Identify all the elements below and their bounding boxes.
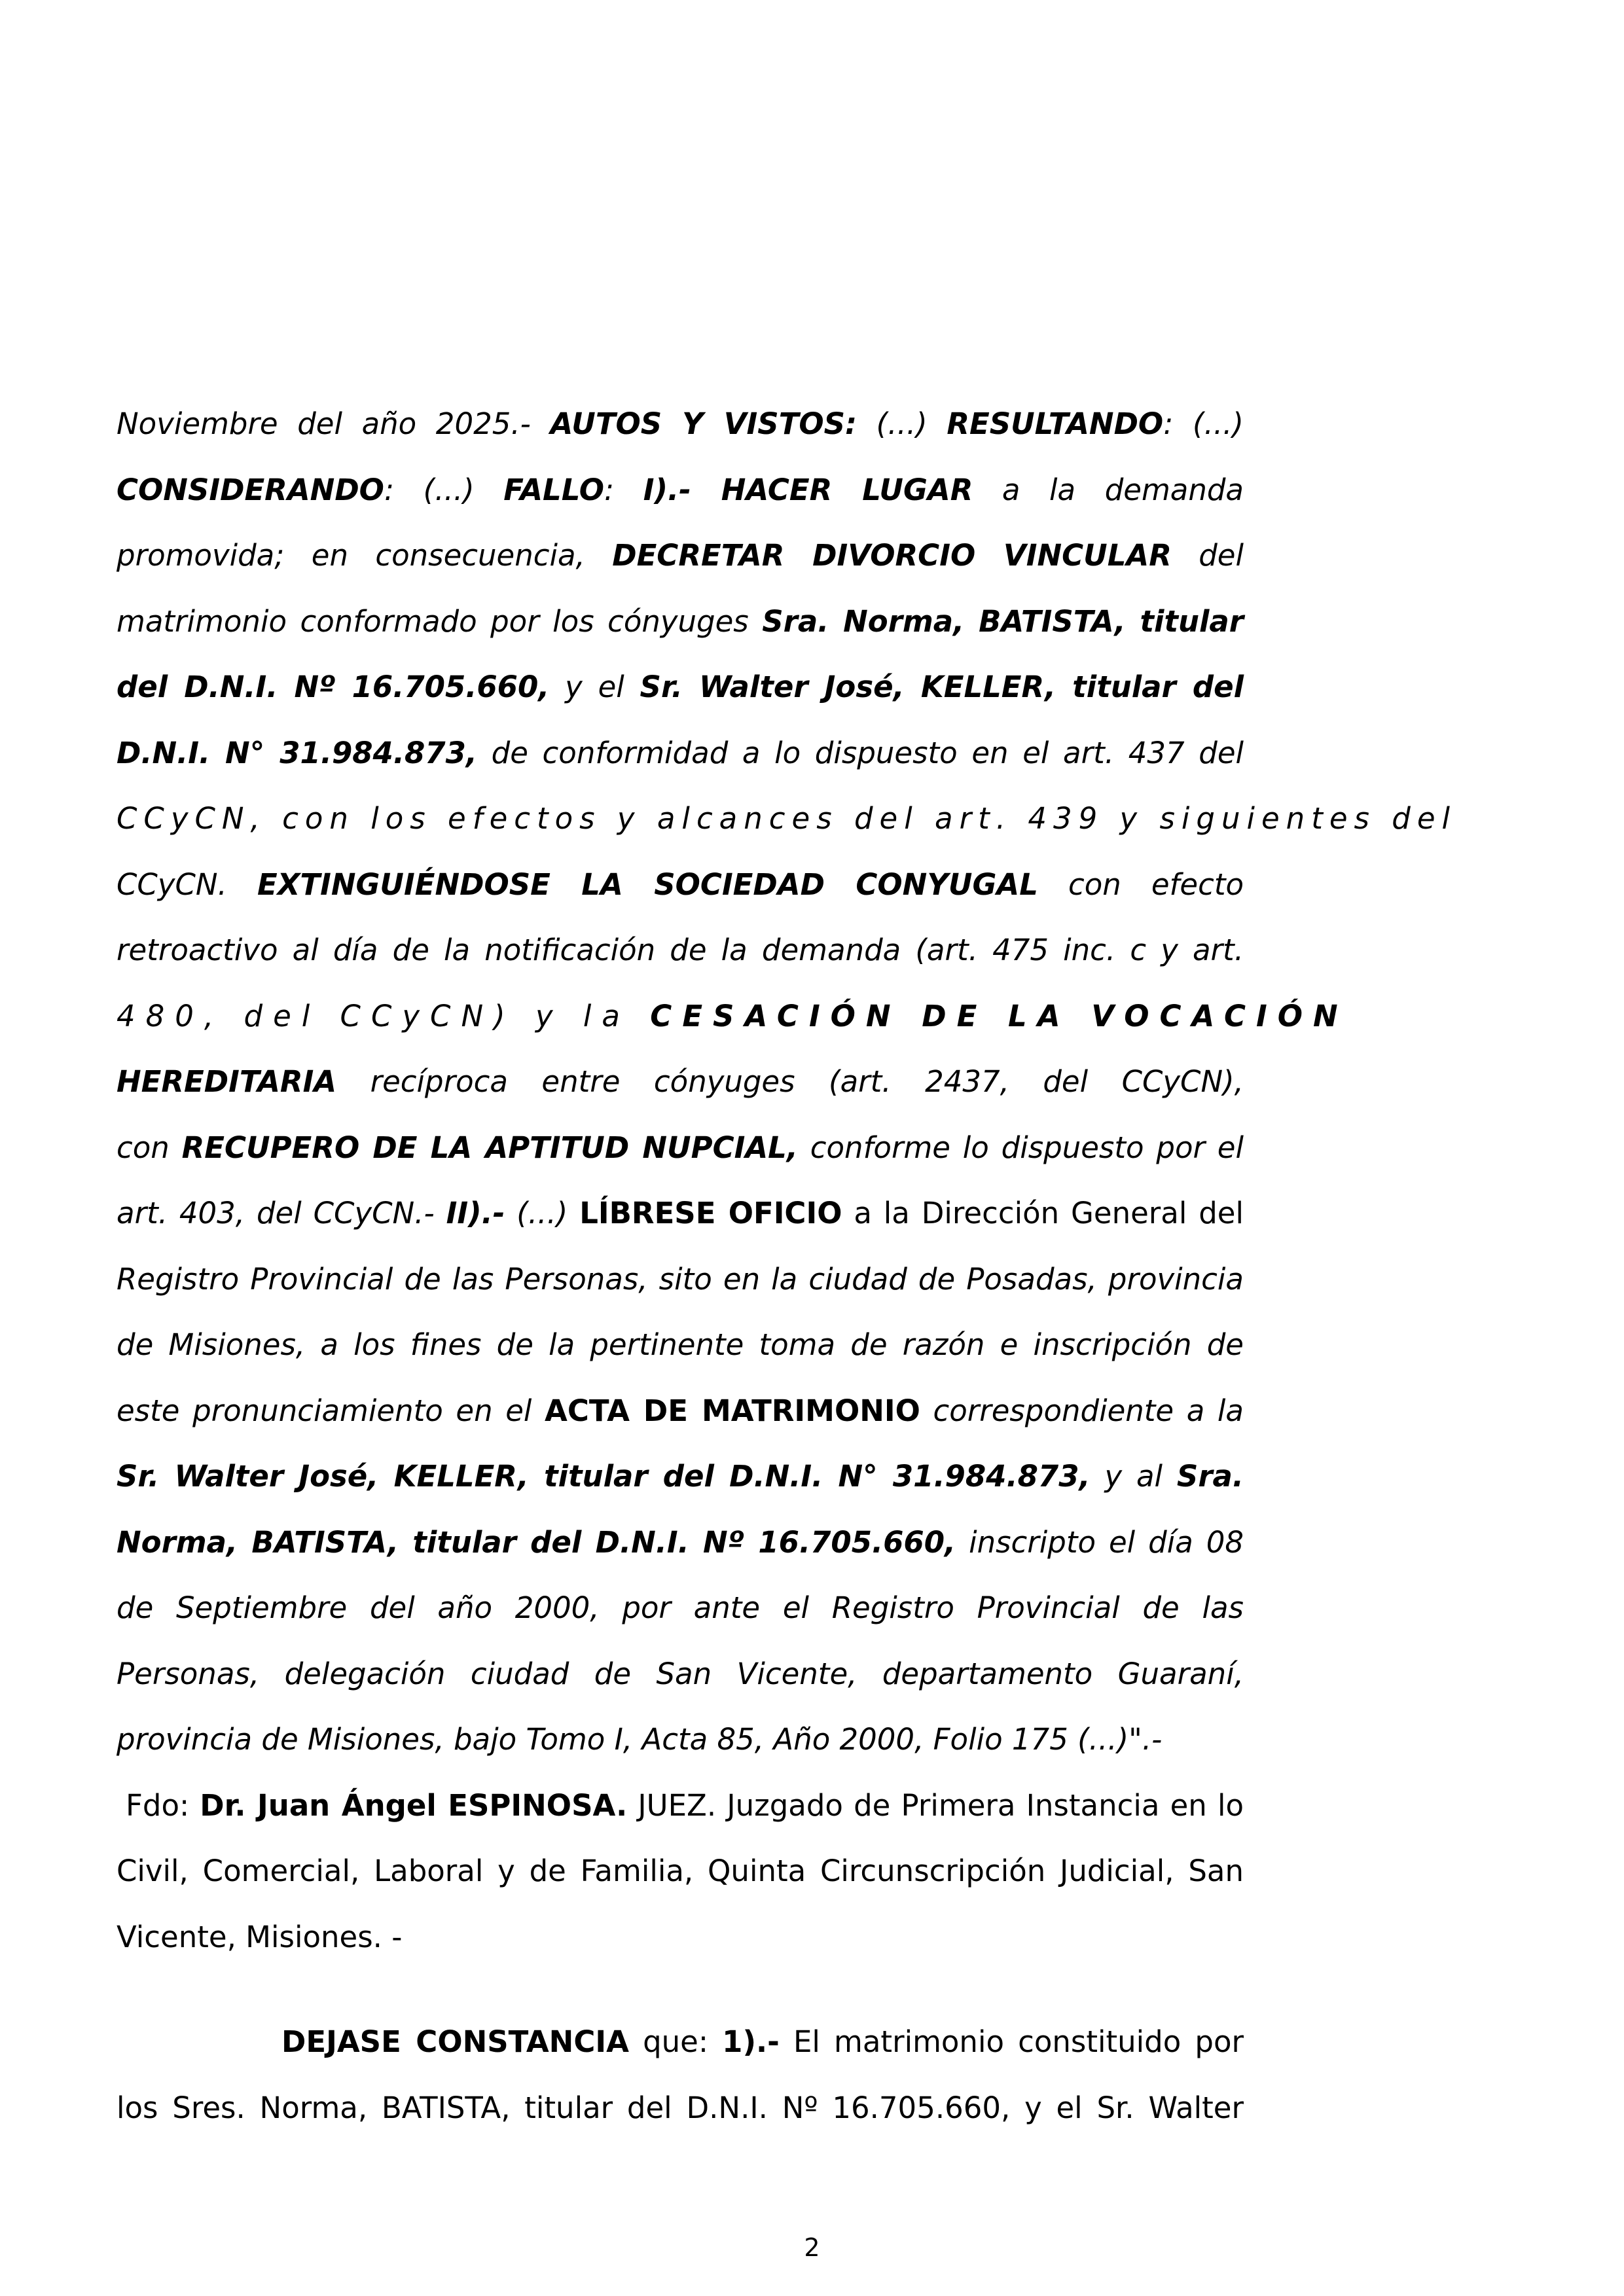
text-line xyxy=(117,457,1244,524)
bold-text: LÍBRESE OFICIO xyxy=(579,1196,842,1230)
bold-text: CONSIDERANDO xyxy=(117,472,384,507)
text-line xyxy=(117,984,1348,1050)
text-span: Personas, delegación ciudad de San Vicente, departamento Guaraní, xyxy=(117,1656,1244,1691)
text-line xyxy=(117,1247,1244,1313)
bold-text: RESULTANDO xyxy=(947,406,1164,441)
text-line xyxy=(117,1905,1244,1971)
bold-text: RECUPERO DE LA APTITUD NUPCIAL, xyxy=(181,1130,798,1165)
text-line xyxy=(117,1181,1244,1247)
bold-text: DEJASE CONSTANCIA xyxy=(281,2024,629,2059)
text-span: (...) xyxy=(505,1196,580,1230)
text-span: del xyxy=(1171,538,1244,573)
text-line xyxy=(117,391,1244,457)
text-span: provincia de Misiones, bajo Tomo I, Acta 85, Año 2000, Folio 175 (...)".- xyxy=(117,1722,1163,1757)
bold-text: HEREDITARIA xyxy=(117,1064,337,1099)
text-line xyxy=(117,1049,1244,1115)
text-line xyxy=(117,1839,1244,1905)
text-span: Fdo: xyxy=(126,1787,200,1823)
text-line xyxy=(117,1510,1244,1576)
text-line xyxy=(117,1312,1244,1378)
text-line xyxy=(117,852,1244,918)
bold-text: EXTINGUIÉNDOSE LA SOCIEDAD CONYUGAL xyxy=(257,867,1038,902)
text-span: a la Dirección General del xyxy=(842,1196,1244,1230)
text-span: y el xyxy=(549,670,640,704)
bold-text: AUTOS Y VISTOS: xyxy=(550,406,857,441)
bold-text: Sr. Walter José, KELLER, titular del xyxy=(640,670,1244,704)
paragraph-gap xyxy=(117,1970,1244,2009)
text-span: recíproca entre cónyuges (art. 2437, del CCyCN), xyxy=(336,1064,1244,1099)
text-span: CCyCN. xyxy=(117,867,257,902)
document-body xyxy=(117,391,1457,2141)
text-span: matrimonio conformado por los cónyuges xyxy=(117,603,763,639)
bold-text: CESACIÓN DE LA VOCACIÓN xyxy=(650,998,1348,1033)
text-span: Noviembre del año 2025.- xyxy=(117,406,550,441)
text-line xyxy=(117,1378,1244,1444)
bold-text: FALLO xyxy=(503,472,605,507)
text-span: con efecto xyxy=(1038,867,1244,902)
text-span: conforme lo dispuesto por el xyxy=(797,1130,1244,1165)
text-span: promovida; en consecuencia, xyxy=(117,538,613,573)
text-line xyxy=(117,1115,1244,1181)
bold-text: Sra. Norma, BATISTA, titular xyxy=(762,603,1244,639)
text-line xyxy=(117,1707,1244,1773)
text-span: de Septiembre del año 2000, por ante el Registro Provincial de las xyxy=(117,1590,1244,1625)
text-line xyxy=(117,918,1244,984)
text-line xyxy=(117,655,1244,721)
text-span: (...) xyxy=(857,406,947,441)
text-span: inscripto el día 08 xyxy=(956,1524,1244,1560)
text-line xyxy=(117,1773,1244,1839)
text-span: correspondiente a la xyxy=(920,1393,1244,1428)
text-span: con xyxy=(117,1130,182,1165)
text-line xyxy=(117,589,1244,655)
bold-text: Sr. Walter José, KELLER, titular del D.N.I. N° 31.984.873, xyxy=(117,1459,1091,1494)
text-span: Civil, Comercial, Laboral y de Familia, Quinta Circunscripción Judicial, San xyxy=(117,1854,1244,1888)
bold-text: D.N.I. N° 31.984.873, xyxy=(117,735,477,770)
bold-text: II).- xyxy=(446,1196,505,1230)
text-span: este pronunciamiento en el xyxy=(117,1393,545,1428)
bold-text: I).- HACER LUGAR xyxy=(643,472,973,507)
text-span: : (...) xyxy=(384,472,504,507)
text-span: de conformidad a lo dispuesto en el art. 437 del xyxy=(477,735,1244,770)
bold-text: ACTA DE MATRIMONIO xyxy=(545,1393,920,1428)
bold-text: del D.N.I. Nº 16.705.660, xyxy=(117,670,550,704)
text-span: : xyxy=(604,472,643,507)
text-line xyxy=(117,786,1457,852)
bold-text: Norma, BATISTA, titular del D.N.I. Nº 16.705.660, xyxy=(117,1524,956,1560)
text-span: de Misiones, a los fines de la pertinente toma de razón e inscripción de xyxy=(117,1327,1244,1362)
text-line xyxy=(117,721,1244,787)
bold-text: Sra. xyxy=(1176,1459,1244,1494)
text-line xyxy=(117,2075,1244,2142)
text-span: El matrimonio constituido por xyxy=(779,2024,1244,2059)
text-span: JUEZ. Juzgado de Primera Instancia en lo xyxy=(627,1787,1244,1823)
text-span: retroactivo al día de la notificación de la demanda (art. 475 inc. c y art. xyxy=(117,933,1244,967)
bold-text: Dr. Juan Ángel ESPINOSA. xyxy=(200,1787,628,1823)
text-span: CCyCN, con los efectos y alcances del art. 439 y siguientes del xyxy=(117,801,1457,836)
text-line xyxy=(117,1641,1244,1708)
text-line xyxy=(117,2009,1244,2075)
text-span: Vicente, Misiones. - xyxy=(117,1919,403,1954)
text-line xyxy=(117,1575,1244,1641)
bold-text: 1).- xyxy=(722,2024,780,2059)
text-line xyxy=(117,1444,1244,1510)
page-number: 2 xyxy=(804,2233,820,2262)
text-span: : (...) xyxy=(1163,406,1244,441)
bold-text: DECRETAR DIVORCIO VINCULAR xyxy=(612,538,1172,573)
text-span: que: xyxy=(628,2024,723,2059)
text-span: y al xyxy=(1090,1459,1177,1494)
text-span: art. 403, del CCyCN.- xyxy=(117,1196,446,1230)
text-span: Registro Provincial de las Personas, sito en la ciudad de Posadas, provincia xyxy=(117,1261,1244,1297)
text-span: a la demanda xyxy=(973,472,1244,507)
text-span: 480, del CCyCN) y la xyxy=(117,998,651,1033)
text-line xyxy=(117,523,1244,589)
text-span: los Sres. Norma, BATISTA, titular del D.N.I. Nº 16.705.660, y el Sr. Walter xyxy=(117,2090,1244,2125)
